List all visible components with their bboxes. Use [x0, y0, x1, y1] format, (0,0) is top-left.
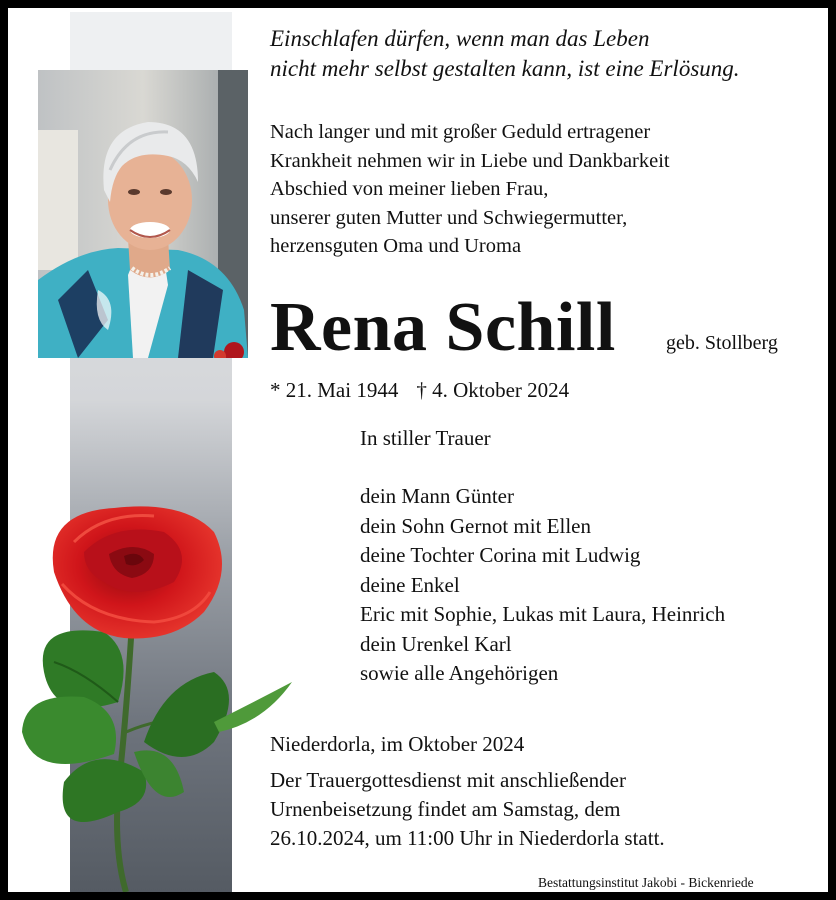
- family-member: deine Enkel: [360, 572, 460, 597]
- family-member: sowie alle Angehörigen: [360, 661, 559, 685]
- motto-line: nicht mehr selbst gestalten kann, ist eine Erlösung.: [270, 56, 740, 81]
- portrait-photo: [38, 70, 248, 358]
- death-date: † 4. Oktober 2024: [416, 378, 570, 402]
- funeral-home-credit: Bestattungsinstitut Jakobi - Bickenriede: [538, 875, 754, 890]
- family-member: Eric mit Sophie, Lukas mit Laura, Heinrich: [360, 602, 726, 626]
- family-member: dein Urenkel Karl: [360, 631, 512, 656]
- place-date: Niederdorla, im Oktober 2024: [270, 732, 525, 756]
- family-member: dein Mann Günter: [360, 484, 514, 508]
- family-list: [360, 482, 725, 689]
- service-line: Urnenbeisetzung findet am Samstag, dem: [270, 797, 621, 821]
- intro-line: unserer guten Mutter und Schwiegermutter,: [270, 206, 628, 229]
- deceased-name: Rena Schill: [270, 289, 616, 366]
- service-line: 26.10.2024, um 11:00 Uhr in Niederdorla statt.: [270, 826, 665, 850]
- life-dates: [270, 376, 587, 404]
- motto-line: Einschlafen dürfen, wenn man das Leben: [270, 26, 650, 51]
- intro-text: [270, 118, 670, 261]
- red-rose-illustration: [14, 492, 294, 892]
- birth-date: * 21. Mai 1944: [270, 378, 399, 402]
- family-member: deine Tochter Corina mit Ludwig: [360, 543, 641, 567]
- family-member: dein Sohn Gernot mit Ellen: [360, 513, 591, 538]
- decorative-band-top: [70, 12, 232, 70]
- mourning-title: In stiller Trauer: [360, 426, 491, 450]
- service-info: [270, 766, 665, 853]
- intro-line: Krankheit nehmen wir in Liebe und Dankbarkeit: [270, 149, 670, 172]
- motto-quote: [270, 24, 740, 84]
- intro-line: Nach langer und mit großer Geduld ertragener: [270, 121, 651, 143]
- intro-line: Abschied von meiner lieben Frau,: [270, 178, 549, 200]
- service-line: Der Trauergottesdienst mit anschließender: [270, 768, 626, 792]
- maiden-name: geb. Stollberg: [666, 332, 778, 354]
- intro-line: herzensguten Oma und Uroma: [270, 235, 522, 257]
